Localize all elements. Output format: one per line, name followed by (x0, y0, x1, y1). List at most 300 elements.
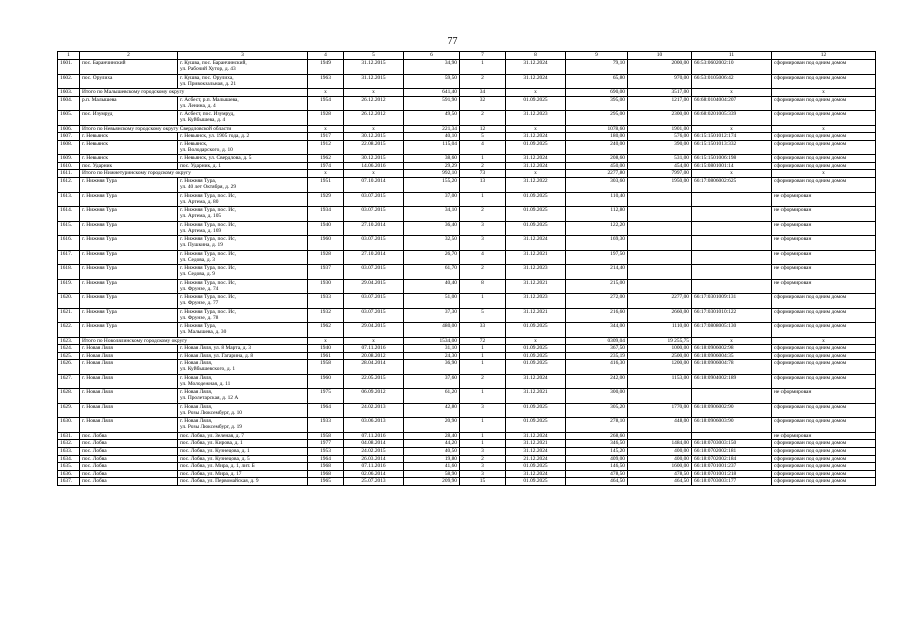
land-status-cell: не сформирован (772, 389, 876, 404)
row-number-cell: 1615. (58, 221, 80, 236)
address-line: г. Нижняя Тура, пос. Ис, (180, 294, 236, 301)
cadastral-number-cell: x (692, 170, 772, 178)
residents-cell: 2 (460, 374, 506, 389)
settlement-cell: г. Новая Ляля (80, 374, 178, 389)
land-status-cell: сформирован под одним домом (772, 308, 876, 323)
address-line: г. Невьянск, (180, 140, 208, 147)
address-cell (178, 96, 308, 111)
area-cell: 32,50 (404, 236, 460, 251)
address-cell (178, 352, 308, 360)
area-cell: 40,10 (404, 133, 460, 141)
address-line: г. Нижняя Тура, пос. Ис, (180, 236, 236, 243)
year-cell: x (308, 125, 344, 133)
table-total-row (58, 337, 876, 345)
resettlement-date-cell: x (506, 170, 566, 178)
resettlement-date-cell: 31.12.2023 (506, 111, 566, 126)
year-cell: x (308, 337, 344, 345)
address-line: г. Нижняя Тура, пос. Ис, (180, 265, 236, 272)
address-cell (178, 250, 308, 265)
land-status-cell: сформирован под одним домом (772, 448, 876, 456)
address-line: г. Кушва, пос. Орулиха, (180, 74, 234, 81)
address-line: г. Новая Ляля, (180, 389, 213, 396)
column-header-12: 12 (772, 52, 876, 60)
area-cell: 992,10 (404, 170, 460, 178)
resettlement-date-cell: x (506, 125, 566, 133)
year-cell: 1929 (308, 192, 344, 207)
address-line: г. Невьянск, ул. Свердлова, д. 5 (180, 155, 252, 162)
area-cell: 36,40 (404, 221, 460, 236)
table-row (58, 155, 876, 163)
address-line: г. Новая Ляля, ул. 8 Марта, д. 3 (180, 345, 251, 352)
land-status-cell: сформирован под одним домом (772, 178, 876, 193)
value-cell: 303,60 (566, 178, 628, 193)
recognition-date-cell: 03.07.2015 (344, 308, 404, 323)
address-cell (178, 207, 308, 222)
column-header-9: 9 (566, 52, 628, 60)
address-line: пос. Лобва, ул. Кузнецова, д. 1 (180, 448, 250, 455)
residents-cell: 3 (460, 448, 506, 456)
address-line: г. Нижняя Тура, (180, 323, 217, 330)
address-cell (178, 133, 308, 141)
area-cell: 31,10 (404, 345, 460, 353)
cadastral-number-cell: 66:53:0602002:10 (692, 60, 772, 75)
year-cell: 1954 (308, 96, 344, 111)
residents-cell: 15 (460, 478, 506, 486)
year-cell: 1964 (308, 455, 344, 463)
settlement-cell: г. Новая Ляля (80, 389, 178, 404)
cadastral-number-cell (692, 279, 772, 294)
address-cell (178, 323, 308, 338)
resettlement-date-cell: 01.09.2025 (506, 345, 566, 353)
land-status-cell: сформирован под одним домом (772, 463, 876, 471)
recognition-date-cell: 26.03.2014 (344, 455, 404, 463)
table-row (58, 440, 876, 448)
area-cell: 26,70 (404, 250, 460, 265)
row-number-cell: 1616. (58, 236, 80, 251)
residents-cell: 2 (460, 207, 506, 222)
row-number-cell: 1619. (58, 279, 80, 294)
land-status-cell: x (772, 89, 876, 97)
residents-cell: 1 (460, 418, 506, 433)
residents-cell: 2 (460, 162, 506, 170)
row-number-cell: 1632. (58, 440, 80, 448)
value-cell: 416,30 (566, 360, 628, 375)
area-cell: 40,50 (404, 448, 460, 456)
land-status-cell: сформирован под одним домом (772, 440, 876, 448)
address-line: ул. Фрунзе, д. 78 (180, 314, 219, 321)
recognition-date-cell: 06.09.2012 (344, 389, 404, 404)
residents-cell: 2 (460, 455, 506, 463)
resettlement-date-cell: 31.12.2021 (506, 389, 566, 404)
settlement-cell: пос. Баранчинский (80, 60, 178, 75)
cadastral-number-cell (692, 389, 772, 404)
address-cell (178, 432, 308, 440)
land-area-cell: 970,00 (628, 74, 692, 89)
row-number-cell: 1611. (58, 170, 80, 178)
land-status-cell: сформирован под одним домом (772, 403, 876, 418)
residents-cell: 1 (460, 192, 506, 207)
address-line: г. Новая Ляля, (180, 360, 213, 367)
land-status-cell: не сформирован (772, 207, 876, 222)
resettlement-date-cell: 01.09.2025 (506, 140, 566, 155)
land-area-cell: 1217,00 (628, 96, 692, 111)
table-total-row (58, 89, 876, 97)
value-cell: 110,40 (566, 192, 628, 207)
land-area-cell (628, 279, 692, 294)
row-number-cell: 1601. (58, 60, 80, 75)
settlement-cell: г. Нижняя Тура (80, 250, 178, 265)
address-line: пос. Лобва, ул. Кузнецова, д. 5 (180, 455, 250, 462)
area-cell: 115,04 (404, 140, 460, 155)
table-row (58, 133, 876, 141)
cadastral-number-cell: 66:18:0702002:184 (692, 455, 772, 463)
recognition-date-cell: 31.12.2015 (344, 60, 404, 75)
cadastral-number-cell: 66:17:0806002:625 (692, 178, 772, 193)
address-line: ул. Ленина, д. 4 (180, 102, 216, 109)
recognition-date-cell: 07.11.2016 (344, 463, 404, 471)
row-number-cell: 1606. (58, 125, 80, 133)
settlement-cell: г. Нижняя Тура (80, 294, 178, 309)
address-line: пос. Ударник, д. 1 (180, 162, 221, 169)
value-cell: 197,50 (566, 250, 628, 265)
settlement-cell: г. Новая Ляля (80, 352, 178, 360)
year-cell: x (308, 170, 344, 178)
table-row (58, 360, 876, 375)
address-line: г. Новая Ляля, (180, 374, 213, 381)
settlement-cell: г. Нижняя Тура (80, 308, 178, 323)
address-line: г. Новая Ляля, ул. Гагарина, д. 8 (180, 352, 254, 359)
cadastral-number-cell: 66:18:0906002:98 (692, 345, 772, 353)
address-cell (178, 265, 308, 280)
row-number-cell: 1634. (58, 455, 80, 463)
address-cell (178, 74, 308, 89)
resettlement-date-cell: 31.12.2024 (506, 74, 566, 89)
address-cell (178, 345, 308, 353)
table-row (58, 294, 876, 309)
land-area-cell (628, 389, 692, 404)
row-number-cell: 1602. (58, 74, 80, 89)
column-header-10: 10 (628, 52, 692, 60)
resettlement-date-cell: 31.12.2024 (506, 470, 566, 478)
row-number-cell: 1609. (58, 155, 80, 163)
land-area-cell (628, 236, 692, 251)
table-row (58, 192, 876, 207)
table-row (58, 178, 876, 193)
land-status-cell: x (772, 170, 876, 178)
table-row (58, 221, 876, 236)
address-line: ул. Артема, д. 169 (180, 227, 222, 234)
table-row (58, 60, 876, 75)
address-line: ул. Розы Люксембург, д. 19 (180, 424, 242, 431)
year-cell: x (308, 89, 344, 97)
land-area-cell: 2660,00 (628, 308, 692, 323)
value-cell: 395,00 (566, 96, 628, 111)
row-number-cell: 1631. (58, 432, 80, 440)
residents-cell: 34 (460, 89, 506, 97)
row-number-cell: 1608. (58, 140, 80, 155)
land-area-cell (628, 250, 692, 265)
residents-cell: 2 (460, 111, 506, 126)
value-cell: 235,19 (566, 352, 628, 360)
resettlement-date-cell: 01.09.2025 (506, 360, 566, 375)
address-line: г. Нижняя Тура, пос. Ис, (180, 308, 236, 315)
address-line: ул. Седова, д. 9 (180, 271, 215, 278)
table-row (58, 323, 876, 338)
year-cell: 1933 (308, 418, 344, 433)
row-number-cell: 1629. (58, 403, 80, 418)
value-cell: 215,00 (566, 279, 628, 294)
land-area-cell (628, 265, 692, 280)
land-area-cell: 1153,00 (628, 374, 692, 389)
recognition-date-cell: 30.12.2015 (344, 155, 404, 163)
land-area-cell: 1770,00 (628, 403, 692, 418)
address-line: г. Асбест, пос. Изумруд, (180, 111, 235, 118)
resettlement-date-cell: 31.12.2024 (506, 236, 566, 251)
address-cell (178, 140, 308, 155)
residents-cell: 1 (460, 155, 506, 163)
land-status-cell: сформирован под одним домом (772, 133, 876, 141)
value-cell: 272,00 (566, 294, 628, 309)
residents-cell: 3 (460, 236, 506, 251)
cadastral-number-cell: 66:15:1501006:198 (692, 155, 772, 163)
resettlement-date-cell: 01.09.2025 (506, 403, 566, 418)
resettlement-date-cell: 31.12.2023 (506, 294, 566, 309)
table-row (58, 352, 876, 360)
year-cell: 1960 (308, 374, 344, 389)
value-cell: 240,00 (566, 140, 628, 155)
residents-cell: 73 (460, 170, 506, 178)
area-cell: 58,90 (404, 470, 460, 478)
address-line: пос. Лобва, ул. Мира, д. 17 (180, 470, 242, 477)
value-cell: 146,50 (566, 463, 628, 471)
row-number-cell: 1614. (58, 207, 80, 222)
settlement-cell: пос. Лобва (80, 478, 178, 486)
table-row (58, 308, 876, 323)
cadastral-number-cell: x (692, 337, 772, 345)
residents-cell: 1 (460, 345, 506, 353)
settlement-cell: пос. Лобва (80, 463, 178, 471)
resettlement-date-cell: 31.12.2023 (506, 265, 566, 280)
settlement-cell: пос. Лобва (80, 455, 178, 463)
land-status-cell: x (772, 337, 876, 345)
year-cell: 1974 (308, 162, 344, 170)
row-number-cell: 1635. (58, 463, 80, 471)
settlement-cell: г. Новая Ляля (80, 418, 178, 433)
settlement-cell: г. Новая Ляля (80, 345, 178, 353)
table-row (58, 236, 876, 251)
housing-table (57, 51, 876, 486)
land-status-cell: не сформирован (772, 432, 876, 440)
resettlement-date-cell: x (506, 337, 566, 345)
row-number-cell: 1621. (58, 308, 80, 323)
value-cell: 1078,60 (566, 125, 628, 133)
address-line: ул. Розы Люксембург, д. 10 (180, 409, 242, 416)
address-line: пос. Лобва, ул. Мира, д. 1, лит. Б (180, 463, 255, 470)
residents-cell: 1 (460, 432, 506, 440)
land-status-cell: не сформирован (772, 279, 876, 294)
table-row (58, 74, 876, 89)
cadastral-number-cell (692, 221, 772, 236)
year-cell: 1975 (308, 389, 344, 404)
area-cell: 24,30 (404, 352, 460, 360)
year-cell: 1933 (308, 294, 344, 309)
resettlement-date-cell: 31.12.2021 (506, 308, 566, 323)
address-line: ул. Володарского, д. 10 (180, 146, 233, 153)
row-number-cell: 1630. (58, 418, 80, 433)
address-line: пос. Лобва, ул. Первомайская, д. 9 (180, 478, 259, 485)
address-cell (178, 374, 308, 389)
address-line: г. Нижняя Тура, (180, 178, 217, 185)
residents-cell: 3 (460, 221, 506, 236)
land-status-cell: сформирован под одним домом (772, 345, 876, 353)
row-number-cell: 1604. (58, 96, 80, 111)
value-cell: 65,80 (566, 74, 628, 89)
resettlement-date-cell: 31.12.2021 (506, 440, 566, 448)
recognition-date-cell: 03.07.2015 (344, 265, 404, 280)
total-label-cell: Итого по Невьянскому городскому округу Свердловской области (80, 125, 308, 133)
address-cell (178, 389, 308, 404)
resettlement-date-cell: 01.09.2025 (506, 418, 566, 433)
land-status-cell: сформирован под одним домом (772, 374, 876, 389)
area-cell: 40,40 (404, 279, 460, 294)
total-label-cell: Итого по Нижнетуринскому городскому округу (80, 170, 308, 178)
area-cell: 28,40 (404, 432, 460, 440)
land-area-cell (628, 207, 692, 222)
recognition-date-cell: 03.06.2013 (344, 418, 404, 433)
settlement-cell: пос. Ударник (80, 162, 178, 170)
area-cell: 59,50 (404, 74, 460, 89)
land-status-cell: сформирован под одним домом (772, 162, 876, 170)
address-line: пос. Лобва, ул. Зеленая, д. 7 (180, 432, 244, 439)
settlement-cell: г. Невьянск (80, 133, 178, 141)
resettlement-date-cell: 31.12.2021 (506, 250, 566, 265)
table-row (58, 455, 876, 463)
resettlement-date-cell: 01.09.2025 (506, 192, 566, 207)
residents-cell: 8 (460, 279, 506, 294)
land-area-cell (628, 432, 692, 440)
land-status-cell: сформирован под одним домом (772, 60, 876, 75)
row-number-cell: 1613. (58, 192, 80, 207)
year-cell: 1960 (308, 236, 344, 251)
settlement-cell: р.п. Малышева (80, 96, 178, 111)
row-number-cell: 1620. (58, 294, 80, 309)
land-status-cell: не сформирован (772, 236, 876, 251)
column-header-11: 11 (692, 52, 772, 60)
area-cell: 591,90 (404, 96, 460, 111)
land-status-cell: не сформирован (772, 265, 876, 280)
cadastral-number-cell: 66:18:0702002:181 (692, 448, 772, 456)
recognition-date-cell: 28.04.2014 (344, 360, 404, 375)
area-cell: 1534,00 (404, 337, 460, 345)
value-cell: 208,60 (566, 155, 628, 163)
address-line: г. Кушва, пос. Баранчинский, (180, 60, 247, 66)
resettlement-date-cell: 21.12.2024 (506, 455, 566, 463)
settlement-cell: г. Новая Ляля (80, 403, 178, 418)
residents-cell: 13 (460, 178, 506, 193)
land-status-cell: сформирован под одним домом (772, 478, 876, 486)
cadastral-number-cell: 66:17:0808005:130 (692, 323, 772, 338)
residents-cell: 1 (460, 352, 506, 360)
land-area-cell: 2300,00 (628, 111, 692, 126)
cadastral-number-cell (692, 192, 772, 207)
address-cell (178, 192, 308, 207)
table-row (58, 463, 876, 471)
value-cell: 112,80 (566, 207, 628, 222)
total-label-cell: Итого по Новолялинскому городскому округу (80, 337, 308, 345)
address-cell (178, 463, 308, 471)
land-area-cell: 464,50 (628, 478, 692, 486)
value-cell: 478,50 (566, 470, 628, 478)
row-number-cell: 1610. (58, 162, 80, 170)
area-cell: 34,90 (404, 60, 460, 75)
address-cell (178, 236, 308, 251)
cadastral-number-cell: 66:18:0701001:218 (692, 470, 772, 478)
year-cell: 1968 (308, 463, 344, 471)
recognition-date-cell: 26.12.2012 (344, 96, 404, 111)
cadastral-number-cell: 66:18:0904002:189 (692, 374, 772, 389)
address-line: ул. Молодежная, д. 11 (180, 380, 231, 387)
table-row (58, 418, 876, 433)
recognition-date-cell: 02.06.2014 (344, 470, 404, 478)
settlement-cell: г. Нижняя Тура (80, 236, 178, 251)
residents-cell: 5 (460, 133, 506, 141)
table-total-row (58, 170, 876, 178)
address-cell (178, 162, 308, 170)
recognition-date-cell: 20.08.2012 (344, 352, 404, 360)
address-line: г. Асбест, р.п. Малышева, (180, 96, 239, 103)
year-cell: 1965 (308, 478, 344, 486)
cadastral-number-cell: 66:18:0701001:237 (692, 463, 772, 471)
area-cell: 41,60 (404, 463, 460, 471)
address-cell (178, 403, 308, 418)
land-area-cell: 400,00 (628, 455, 692, 463)
cadastral-number-cell: 66:18:0906004:35 (692, 352, 772, 360)
recognition-date-cell: 03.07.2015 (344, 294, 404, 309)
row-number-cell: 1607. (58, 133, 80, 141)
cadastral-number-cell: 66:17:0301010:122 (692, 308, 772, 323)
value-cell: 690,00 (566, 89, 628, 97)
settlement-cell: г. Невьянск (80, 140, 178, 155)
residents-cell: 1 (460, 440, 506, 448)
land-area-cell: 2000,00 (628, 60, 692, 75)
value-cell: 214,40 (566, 265, 628, 280)
area-cell: 20,90 (404, 418, 460, 433)
land-area-cell: 1000,00 (628, 345, 692, 353)
column-header-1: 1 (58, 52, 80, 60)
year-cell: 1949 (308, 60, 344, 75)
recognition-date-cell: 22.08.2015 (344, 140, 404, 155)
land-status-cell: сформирован под одним домом (772, 294, 876, 309)
settlement-cell: пос. Лобва (80, 440, 178, 448)
settlement-cell: пос. Лобва (80, 432, 178, 440)
settlement-cell: г. Нижняя Тура (80, 323, 178, 338)
table-row (58, 111, 876, 126)
area-cell: 19,80 (404, 455, 460, 463)
table-row (58, 162, 876, 170)
table-row (58, 478, 876, 486)
value-cell: 346,50 (566, 440, 628, 448)
resettlement-date-cell: 31.12.2024 (506, 133, 566, 141)
land-area-cell: 19 255,75 (628, 337, 692, 345)
residents-cell: 4 (460, 250, 506, 265)
year-cell: 1940 (308, 345, 344, 353)
table-row (58, 250, 876, 265)
area-cell: 61,20 (404, 389, 460, 404)
year-cell: 1912 (308, 140, 344, 155)
area-cell: 37,30 (404, 308, 460, 323)
recognition-date-cell: 29.04.2015 (344, 323, 404, 338)
address-line: г. Нижняя Тура, пос. Ис, (180, 207, 236, 214)
